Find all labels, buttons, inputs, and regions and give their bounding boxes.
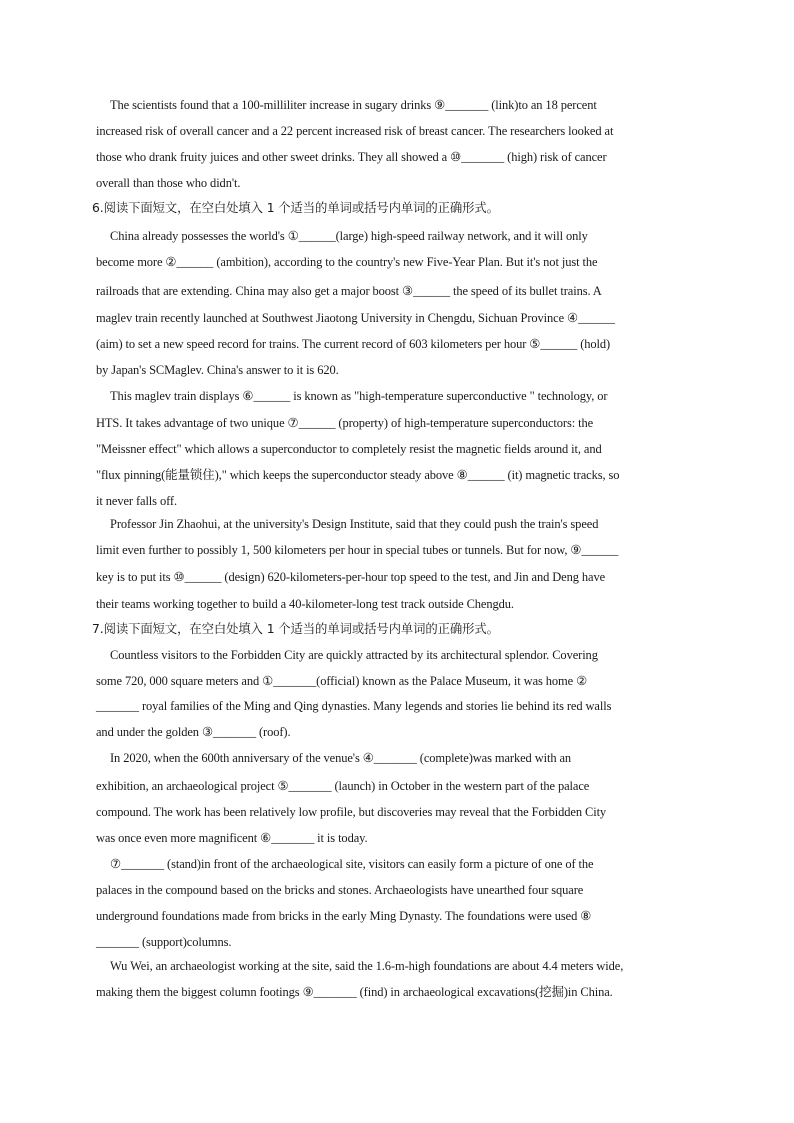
passage7-line-2: some 720, 000 square meters and ①_______(official) known as the Palace Museum, it was home ② [96, 674, 588, 688]
passage6-line-12: Professor Jin Zhaohui, at the university's Design Institute, said that they could push the train's speed [110, 517, 599, 531]
passage6-line-15: their teams working together to build a 40-kilometer-long test track outside Chengdu. [96, 597, 514, 611]
passage7-line-10: palaces in the compound based on the bricks and stones. Archaeologists have unearthed four square [96, 883, 584, 897]
passage7-line-7: compound. The work has been relatively low profile, but discoveries may reveal that the Forbidden City [96, 805, 607, 819]
question-7-instruction: 7.阅读下面短文，在空白处填入 1 个适当的单词或括号内单词的正确形式。 [92, 621, 499, 636]
passage5-line-2: increased risk of overall cancer and a 22 percent increased risk of breast cancer. The researchers looked at [96, 124, 614, 138]
passage6-line-2: become more ②______ (ambition), according to the country's new Five-Year Plan. But it's not just the [96, 255, 598, 269]
passage6-line-11: it never falls off. [96, 494, 177, 508]
passage7-line-4: and under the golden ③_______ (roof). [96, 725, 291, 739]
passage7-line-14: making them the biggest column footings ⑨_______ (find) in archaeological excavations(挖掘)in China. [96, 985, 613, 999]
passage7-line-3: _______ royal families of the Ming and Qing dynasties. Many legends and stories lie behind its red walls [96, 699, 612, 713]
passage6-line-3: railroads that are extending. China may also get a major boost ③______ the speed of its bullet trains. A [96, 284, 602, 298]
passage6-line-13: limit even further to possibly 1, 500 kilometers per hour in special tubes or tunnels. But for now, ⑨______ [96, 543, 619, 557]
passage7-line-11: underground foundations made from bricks in the early Ming Dynasty. The foundations were used ⑧ [96, 909, 592, 923]
passage6-line-14: key is to put its ⑩______ (design) 620-kilometers-per-hour top speed to the test, and Jin and Deng have [96, 570, 606, 584]
passage5-line-3: those who drank fruity juices and other sweet drinks. They all showed a ⑩_______ (high) risk of cancer [96, 150, 607, 164]
passage7-line-6: exhibition, an archaeological project ⑤_______ (launch) in October in the western part of the palace [96, 779, 590, 793]
question-6-instruction: 6.阅读下面短文，在空白处填入 1 个适当的单词或括号内单词的正确形式。 [92, 200, 499, 215]
passage6-line-8: HTS. It takes advantage of two unique ⑦______ (property) of high-temperature superconductors: the [96, 416, 594, 430]
passage6-line-4: maglev train recently launched at Southwest Jiaotong University in Chengdu, Sichuan Province ④______ [96, 311, 615, 325]
passage6-line-7: This maglev train displays ⑥______ is known as "high-temperature superconductive " technology, or [110, 389, 608, 403]
passage6-line-5: (aim) to set a new speed record for trains. The current record of 603 kilometers per hour ⑤______ (hold) [96, 337, 611, 351]
passage6-line-9: "Meissner effect" which allows a superconductor to completely resist the magnetic fields around it, and [96, 442, 602, 456]
passage7-line-13: Wu Wei, an archaeologist working at the site, said the 1.6-m-high foundations are about 4.4 meters wide, [110, 959, 624, 973]
passage7-line-12: _______ (support)columns. [96, 935, 232, 949]
passage6-line-6: by Japan's SCMaglev. China's answer to it is 620. [96, 363, 339, 377]
passage6-line-10: "flux pinning(能量锁住)," which keeps the superconductor steady above ⑧______ (it) magnetic tracks, so [96, 468, 620, 482]
passage5-line-4: overall than those who didn't. [96, 176, 241, 190]
passage7-line-5: In 2020, when the 600th anniversary of the venue's ④_______ (complete)was marked with an [110, 751, 572, 765]
passage7-line-8: was once even more magnificent ⑥_______ it is today. [96, 831, 368, 845]
passage7-line-1: Countless visitors to the Forbidden City are quickly attracted by its architectural splendor. Covering [110, 648, 598, 662]
passage7-line-9: ⑦_______ (stand)in front of the archaeological site, visitors can easily form a picture of one of the [110, 857, 594, 871]
passage6-line-1: China already possesses the world's ①______(large) high-speed railway network, and it will only [110, 229, 588, 243]
passage5-line-1: The scientists found that a 100-milliliter increase in sugary drinks ⑨_______ (link)to an 18 percent [110, 98, 597, 112]
